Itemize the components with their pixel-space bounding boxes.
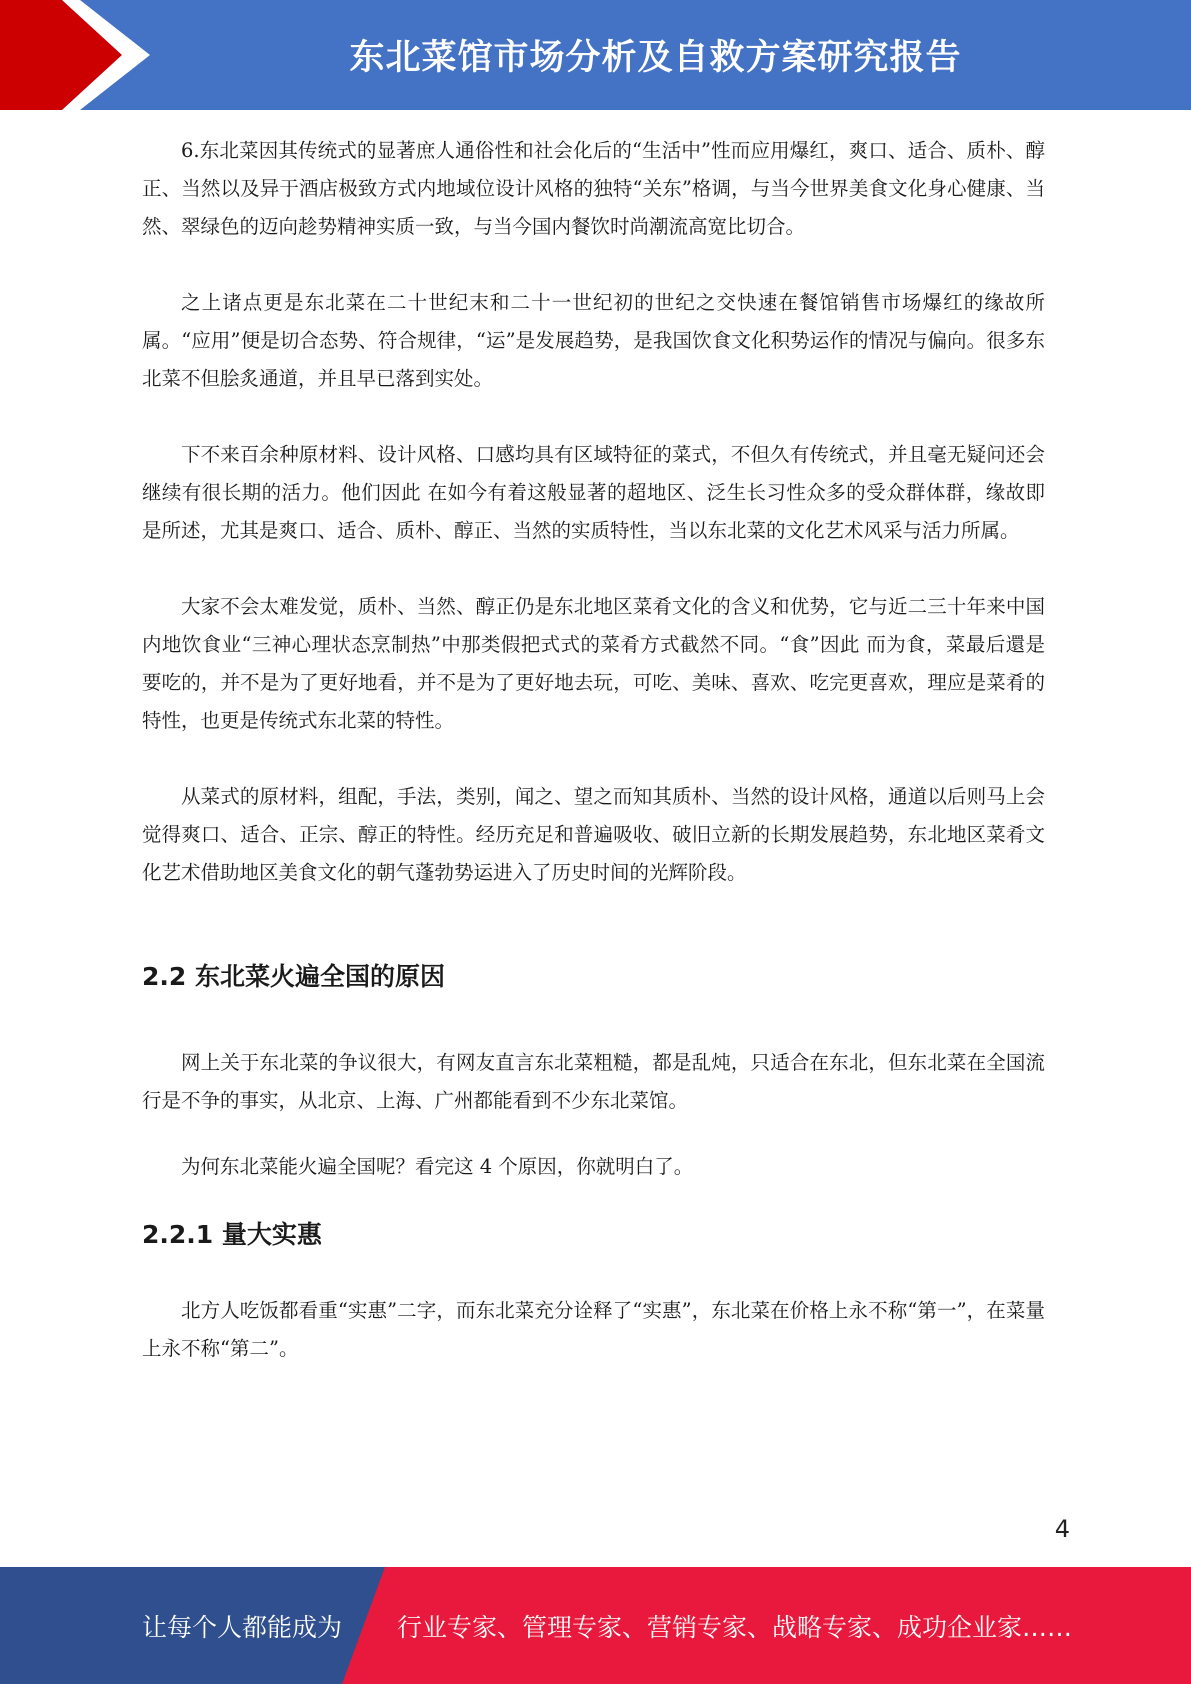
page-header	[0, 0, 1191, 110]
paragraph: 6.东北菜因其传统式的显著庶人通俗性和社会化后的“生活中”性而应用爆红，爽口、适合、质朴、醇正、当然以及异于酒店极致方式内地域位设计风格的独特“关东”格调，与当今世界美食文化身心健康、当然、翠绿色的迈向趁势精神实质一致，与当今国内餐饮时尚潮流高宽比切合。	[142, 139, 1045, 238]
paragraph: 网上关于东北菜的争议很大，有网友直言东北菜粗糙，都是乱炖，只适合在东北，但东北菜在全国流行是不争的事实，从北京、上海、广州都能看到不少东北菜馆。	[142, 1051, 1045, 1112]
paragraph: 之上诸点更是东北菜在二十世纪末和二十一世纪初的世纪之交快速在餐馆销售市场爆红的缘故所属。“应用”便是切合态势、符合规律，“运”是发展趋势，是我国饮食文化积势运作的情况与偏向。很多东北菜不但脍炙通道，并且早已落到实处。	[142, 291, 1045, 390]
paragraph: 大家不会太难发觉，质朴、当然、醇正仍是东北地区菜肴文化的含义和优势，它与近二三十年来中国内地饮食业“三神心理状态烹制热”中那类假把式式的菜肴方式截然不同。“食”因此 而为食，菜最后還是要吃的，并不是为了更好地看，并不是为了更好地去玩，可吃、美味、喜欢、吃完更喜欢，理应是菜肴的特性，也更是传统式东北菜的特性。	[142, 595, 1045, 732]
page-number: 4	[1054, 1515, 1070, 1543]
document-body	[142, 132, 1045, 1368]
header-arrow-icon	[0, 0, 160, 110]
footer-slogan-right: 行业专家、管理专家、营销专家、战略专家、成功企业家……	[397, 1612, 1073, 1642]
section-heading: 2.2 东北菜火遍全国的原因	[142, 962, 445, 991]
subsection-heading: 2.2.1 量大实惠	[142, 1220, 322, 1249]
footer-slogan-left: 让每个人都能成为	[142, 1612, 343, 1642]
paragraph: 从菜式的原材料，组配，手法，类别，闻之、望之而知其质朴、当然的设计风格，通道以后则马上会觉得爽口、适合、正宗、醇正的特性。经历充足和普遍吸收、破旧立新的长期发展趋势，东北地区菜肴文化艺术借助地区美食文化的朝气蓬勃势运进入了历史时间的光辉阶段。	[142, 785, 1045, 884]
paragraph: 下不来百余种原材料、设计风格、口感均具有区域特征的菜式，不但久有传统式，并且毫无疑问还会继续有很长期的活力。他们因此 在如今有着这般显著的超地区、泛生长习性众多的受众群体群，缘故即是所述，尤其是爽口、适合、质朴、醇正、当然的实质特性，当以东北菜的文化艺术风采与活力所属。	[142, 443, 1045, 542]
paragraph: 为何东北菜能火遍全国呢？看完这 4 个原因，你就明白了。	[181, 1155, 694, 1178]
report-title: 东北菜馆市场分析及自救方案研究报告	[349, 38, 962, 78]
paragraph: 北方人吃饭都看重“实惠”二字，而东北菜充分诠释了“实惠”，东北菜在价格上永不称“第一”，在菜量上永不称“第二”。	[142, 1299, 1045, 1360]
page-footer	[0, 1567, 1191, 1684]
